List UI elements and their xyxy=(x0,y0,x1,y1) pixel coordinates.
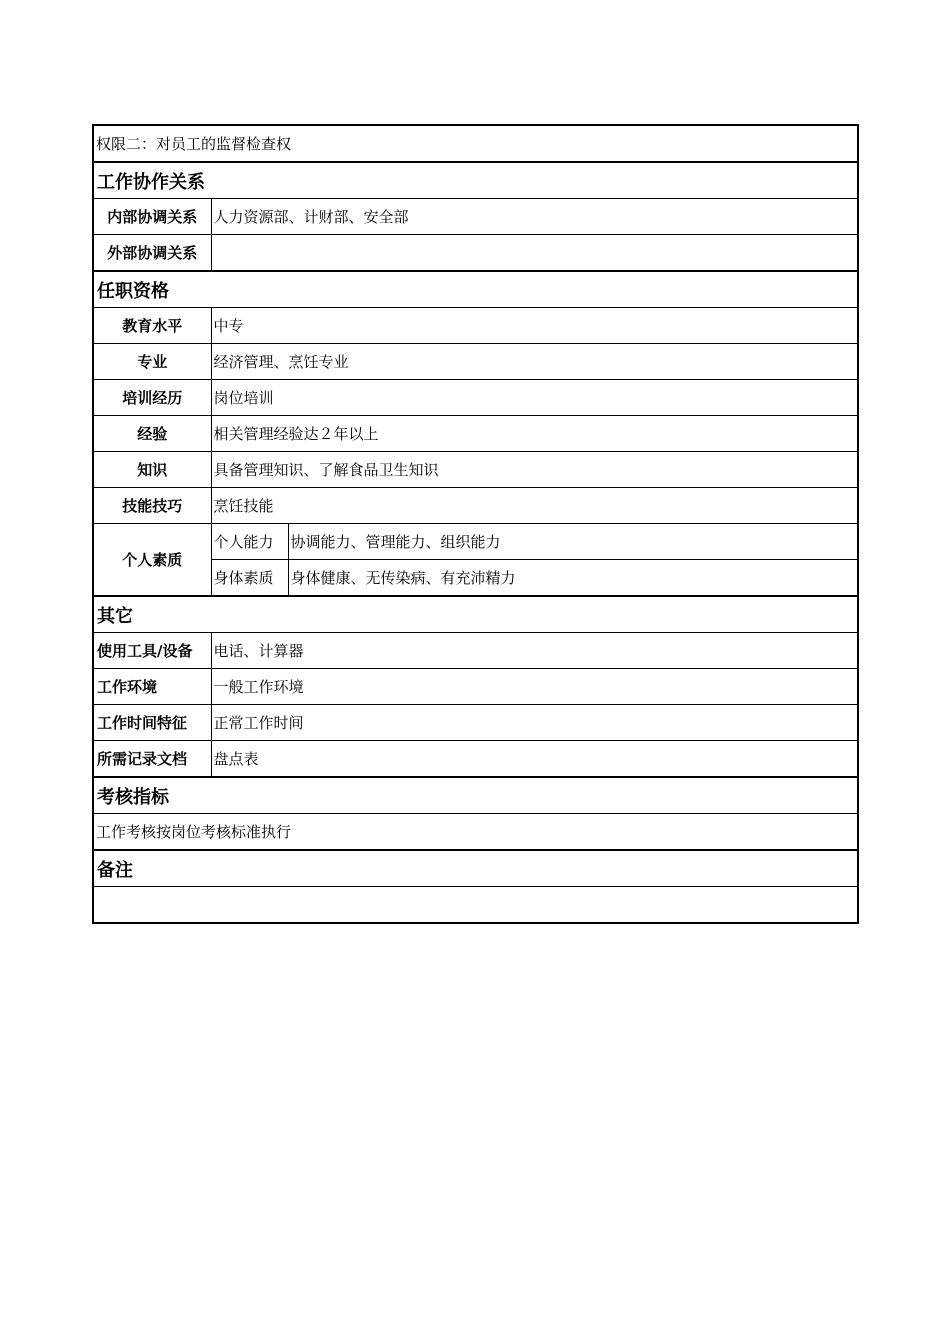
assessment-value: 工作考核按岗位考核标准执行 xyxy=(93,814,858,851)
education-value: 中专 xyxy=(211,308,858,344)
skills-value: 烹饪技能 xyxy=(211,488,858,524)
internal-coordination-value: 人力资源部、计财部、安全部 xyxy=(211,199,858,235)
environment-label: 工作环境 xyxy=(93,669,211,705)
physical-value: 身体健康、无传染病、有充沛精力 xyxy=(288,560,858,597)
tools-label: 使用工具/设备 xyxy=(93,633,211,669)
internal-coordination-label: 内部协调关系 xyxy=(93,199,211,235)
environment-value: 一般工作环境 xyxy=(211,669,858,705)
experience-label: 经验 xyxy=(93,416,211,452)
experience-value: 相关管理经验达２年以上 xyxy=(211,416,858,452)
section-other-title: 其它 xyxy=(93,596,858,633)
tools-value: 电话、计算器 xyxy=(211,633,858,669)
training-label: 培训经历 xyxy=(93,380,211,416)
records-label: 所需记录文档 xyxy=(93,741,211,778)
records-value: 盘点表 xyxy=(211,741,858,778)
job-description-table xyxy=(92,124,859,924)
education-label: 教育水平 xyxy=(93,308,211,344)
section-cooperation-title: 工作协作关系 xyxy=(93,162,858,199)
knowledge-value: 具备管理知识、了解食品卫生知识 xyxy=(211,452,858,488)
knowledge-label: 知识 xyxy=(93,452,211,488)
section-assessment-title: 考核指标 xyxy=(93,777,858,814)
training-value: 岗位培训 xyxy=(211,380,858,416)
personal-quality-label: 个人素质 xyxy=(93,524,211,597)
skills-label: 技能技巧 xyxy=(93,488,211,524)
major-value: 经济管理、烹饪专业 xyxy=(211,344,858,380)
ability-label: 个人能力 xyxy=(211,524,288,560)
section-qualifications-title: 任职资格 xyxy=(93,271,858,308)
remarks-value xyxy=(93,887,858,924)
section-remarks-title: 备注 xyxy=(93,850,858,887)
ability-value: 协调能力、管理能力、组织能力 xyxy=(288,524,858,560)
physical-label: 身体素质 xyxy=(211,560,288,597)
major-label: 专业 xyxy=(93,344,211,380)
work-time-value: 正常工作时间 xyxy=(211,705,858,741)
work-time-label: 工作时间特征 xyxy=(93,705,211,741)
external-coordination-label: 外部协调关系 xyxy=(93,235,211,272)
authority-row: 权限二：对员工的监督检查权 xyxy=(93,125,858,162)
external-coordination-value xyxy=(211,235,858,272)
